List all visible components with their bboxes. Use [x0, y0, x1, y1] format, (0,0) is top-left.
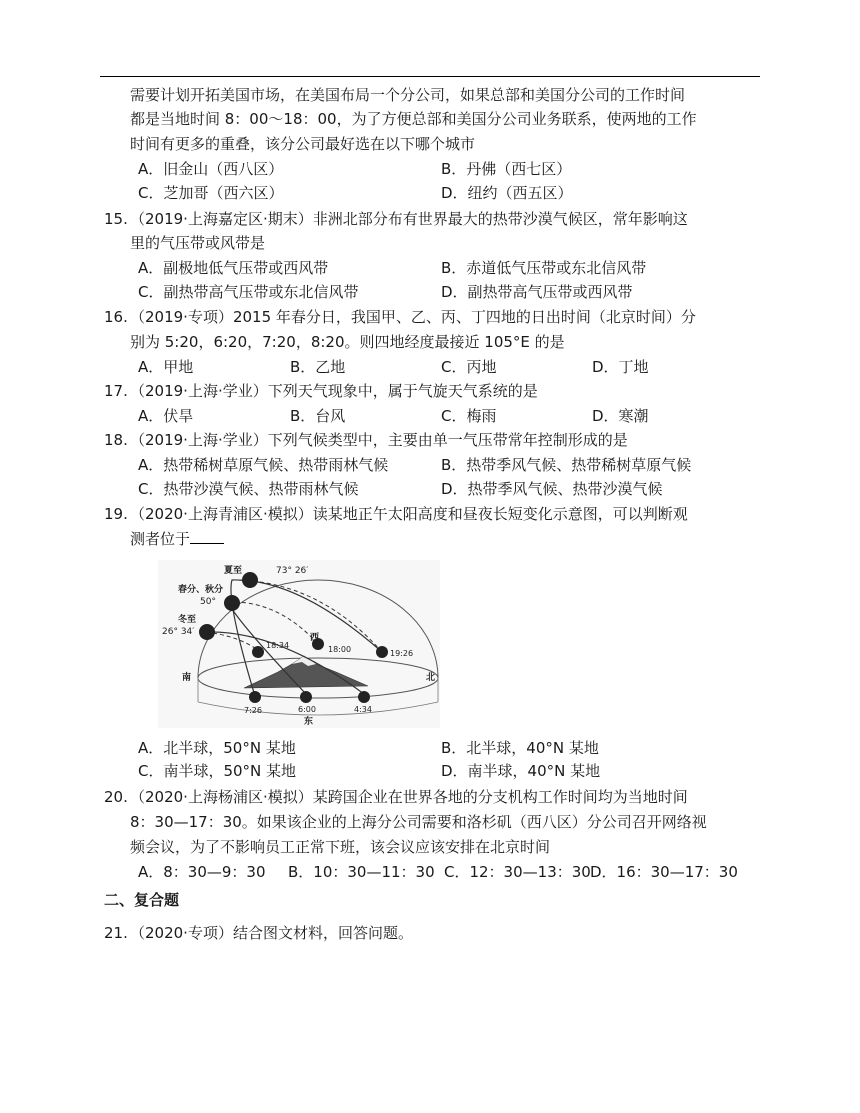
- sun-winter-set: [252, 646, 264, 658]
- label-726: 7:26: [244, 706, 262, 715]
- label-1800: 18:00: [328, 645, 352, 654]
- q18-line-1: （2019·上海·学业）下列气候类型中，主要由单一气压带常年控制形成的是: [130, 431, 628, 449]
- label-600: 6:00: [298, 705, 316, 714]
- label-west: 西: [310, 633, 320, 643]
- label-equinox-angle: 50°: [200, 597, 216, 607]
- q18-option-b[interactable]: B．热带季风气候、热带稀树草原气候: [441, 456, 692, 474]
- q17-option-b[interactable]: B．台风: [290, 407, 346, 425]
- q14-option-c[interactable]: C．芝加哥（西六区）: [138, 184, 284, 202]
- sun-equinox-noon: [224, 595, 240, 611]
- q17-line-1: （2019·上海·学业）下列天气现象中，属于气旋天气系统的是: [130, 382, 538, 400]
- label-summer: 夏至: [224, 566, 243, 576]
- q16-line-1: （2019·专项）2015 年春分日，我国甲、乙、丙、丁四地的日出时间（北京时间）分: [130, 308, 696, 326]
- q15-option-d[interactable]: D．副热带高气压带或西风带: [441, 283, 633, 301]
- q20-option-c[interactable]: C．12：30—13：30: [444, 863, 591, 881]
- q19-option-b[interactable]: B．北半球，40°N 某地: [441, 739, 599, 757]
- q14-option-a[interactable]: A．旧金山（西八区）: [138, 160, 284, 178]
- equinox-path-west: [228, 602, 318, 644]
- sun-summer-set: [376, 646, 388, 658]
- q14-option-b[interactable]: B．丹佛（西七区）: [441, 160, 572, 178]
- label-1926: 19:26: [390, 649, 414, 658]
- q19-line-2-text: 测者位于: [130, 530, 191, 548]
- section-heading: 二、复合题: [104, 891, 180, 909]
- q17-option-d[interactable]: D．寒潮: [592, 407, 649, 425]
- label-1834: 18:34: [266, 641, 290, 650]
- summer-path-west: [232, 580, 382, 652]
- top-rule: [100, 76, 760, 77]
- q15-number: 15.: [104, 210, 128, 228]
- q15-line-1: （2019·上海嘉定区·期末）非洲北部分布有世界最大的热带沙漠气候区，常年影响这: [130, 210, 688, 228]
- q18-option-a[interactable]: A．热带稀树草原气候、热带雨林气候: [138, 456, 389, 474]
- q19-line-2: [130, 528, 224, 550]
- label-434: 4:34: [354, 705, 372, 714]
- answer-blank[interactable]: [190, 529, 224, 544]
- q20-option-b[interactable]: B．10：30—11：30: [288, 863, 435, 881]
- q16-number: 16.: [104, 308, 128, 326]
- q16-option-c[interactable]: C．丙地: [441, 358, 497, 376]
- q15-line-2: 里的气压带或风带是: [130, 234, 266, 252]
- q16-option-a[interactable]: A．甲地: [138, 358, 194, 376]
- q15-option-c[interactable]: C．副热带高气压带或东北信风带: [138, 283, 359, 301]
- q19-line-1: （2020·上海青浦区·模拟）读某地正午太阳高度和昼夜长短变化示意图，可以判断观: [130, 505, 688, 523]
- q15-option-a[interactable]: A．副极地低气压带或西风带: [138, 259, 329, 277]
- q20-line-2: 8：30—17：30。如果该企业的上海分公司需要和洛杉矶（西八区）分公司召开网络视: [130, 813, 707, 831]
- q19-number: 19.: [104, 505, 128, 523]
- label-north: 北: [426, 673, 436, 683]
- q16-option-b[interactable]: B．乙地: [290, 358, 346, 376]
- q14-line-2: 都是当地时间 8：00～18：00，为了方便总部和美国分公司业务联系，使两地的工作: [130, 110, 697, 128]
- q20-option-d[interactable]: D．16：30—17：30: [590, 863, 738, 881]
- q16-option-d[interactable]: D．丁地: [592, 358, 649, 376]
- label-winter-angle: 26° 34′: [162, 627, 195, 637]
- label-summer-angle: 73° 26′: [276, 566, 309, 576]
- sun-summer-rise: [358, 691, 370, 703]
- q18-number: 18.: [104, 431, 128, 449]
- label-winter: 冬至: [178, 615, 197, 625]
- q18-option-d[interactable]: D．热带季风气候、热带沙漠气候: [441, 480, 663, 498]
- q19-option-a[interactable]: A．北半球，50°N 某地: [138, 739, 296, 757]
- q19-option-c[interactable]: C．南半球，50°N 某地: [138, 762, 297, 780]
- sun-path-diagram: [158, 560, 440, 728]
- q21-line-1: （2020·专项）结合图文材料，回答问题。: [130, 924, 413, 942]
- q20-number: 20.: [104, 788, 128, 806]
- label-equinox: 春分、秋分: [178, 585, 224, 595]
- q14-option-d[interactable]: D．纽约（西五区）: [441, 184, 573, 202]
- q15-option-b[interactable]: B．赤道低气压带或东北信风带: [441, 259, 647, 277]
- q14-line-1: 需要计划开拓美国市场，在美国布局一个分公司，如果总部和美国分公司的工作时间: [130, 86, 686, 104]
- q19-option-d[interactable]: D．南半球，40°N 某地: [441, 762, 601, 780]
- sun-summer-noon: [242, 572, 258, 588]
- label-east: 东: [304, 717, 314, 727]
- q18-option-c[interactable]: C．热带沙漠气候、热带雨林气候: [138, 480, 359, 498]
- ground-front: [198, 702, 438, 715]
- q17-option-c[interactable]: C．梅雨: [441, 407, 497, 425]
- q20-line-3: 频会议，为了不影响员工正常下班，该会议应该安排在北京时间: [130, 838, 551, 856]
- q20-option-a[interactable]: A．8：30—9：30: [138, 863, 266, 881]
- q14-line-3: 时间有更多的重叠，该分公司最好选在以下哪个城市: [130, 135, 476, 153]
- q20-line-1: （2020·上海杨浦区·模拟）某跨国企业在世界各地的分支机构工作时间均为当地时间: [130, 788, 688, 806]
- sun-winter-noon: [199, 624, 215, 640]
- q17-option-a[interactable]: A．伏旱: [138, 407, 194, 425]
- q17-number: 17.: [104, 382, 128, 400]
- q16-line-2: 别为 5:20，6:20，7:20，8:20。则四地经度最接近 105°E 的是: [130, 333, 565, 351]
- label-south: 南: [182, 673, 192, 683]
- sun-winter-rise: [249, 691, 261, 703]
- sun-equinox-rise: [300, 691, 312, 703]
- q21-number: 21.: [104, 924, 128, 942]
